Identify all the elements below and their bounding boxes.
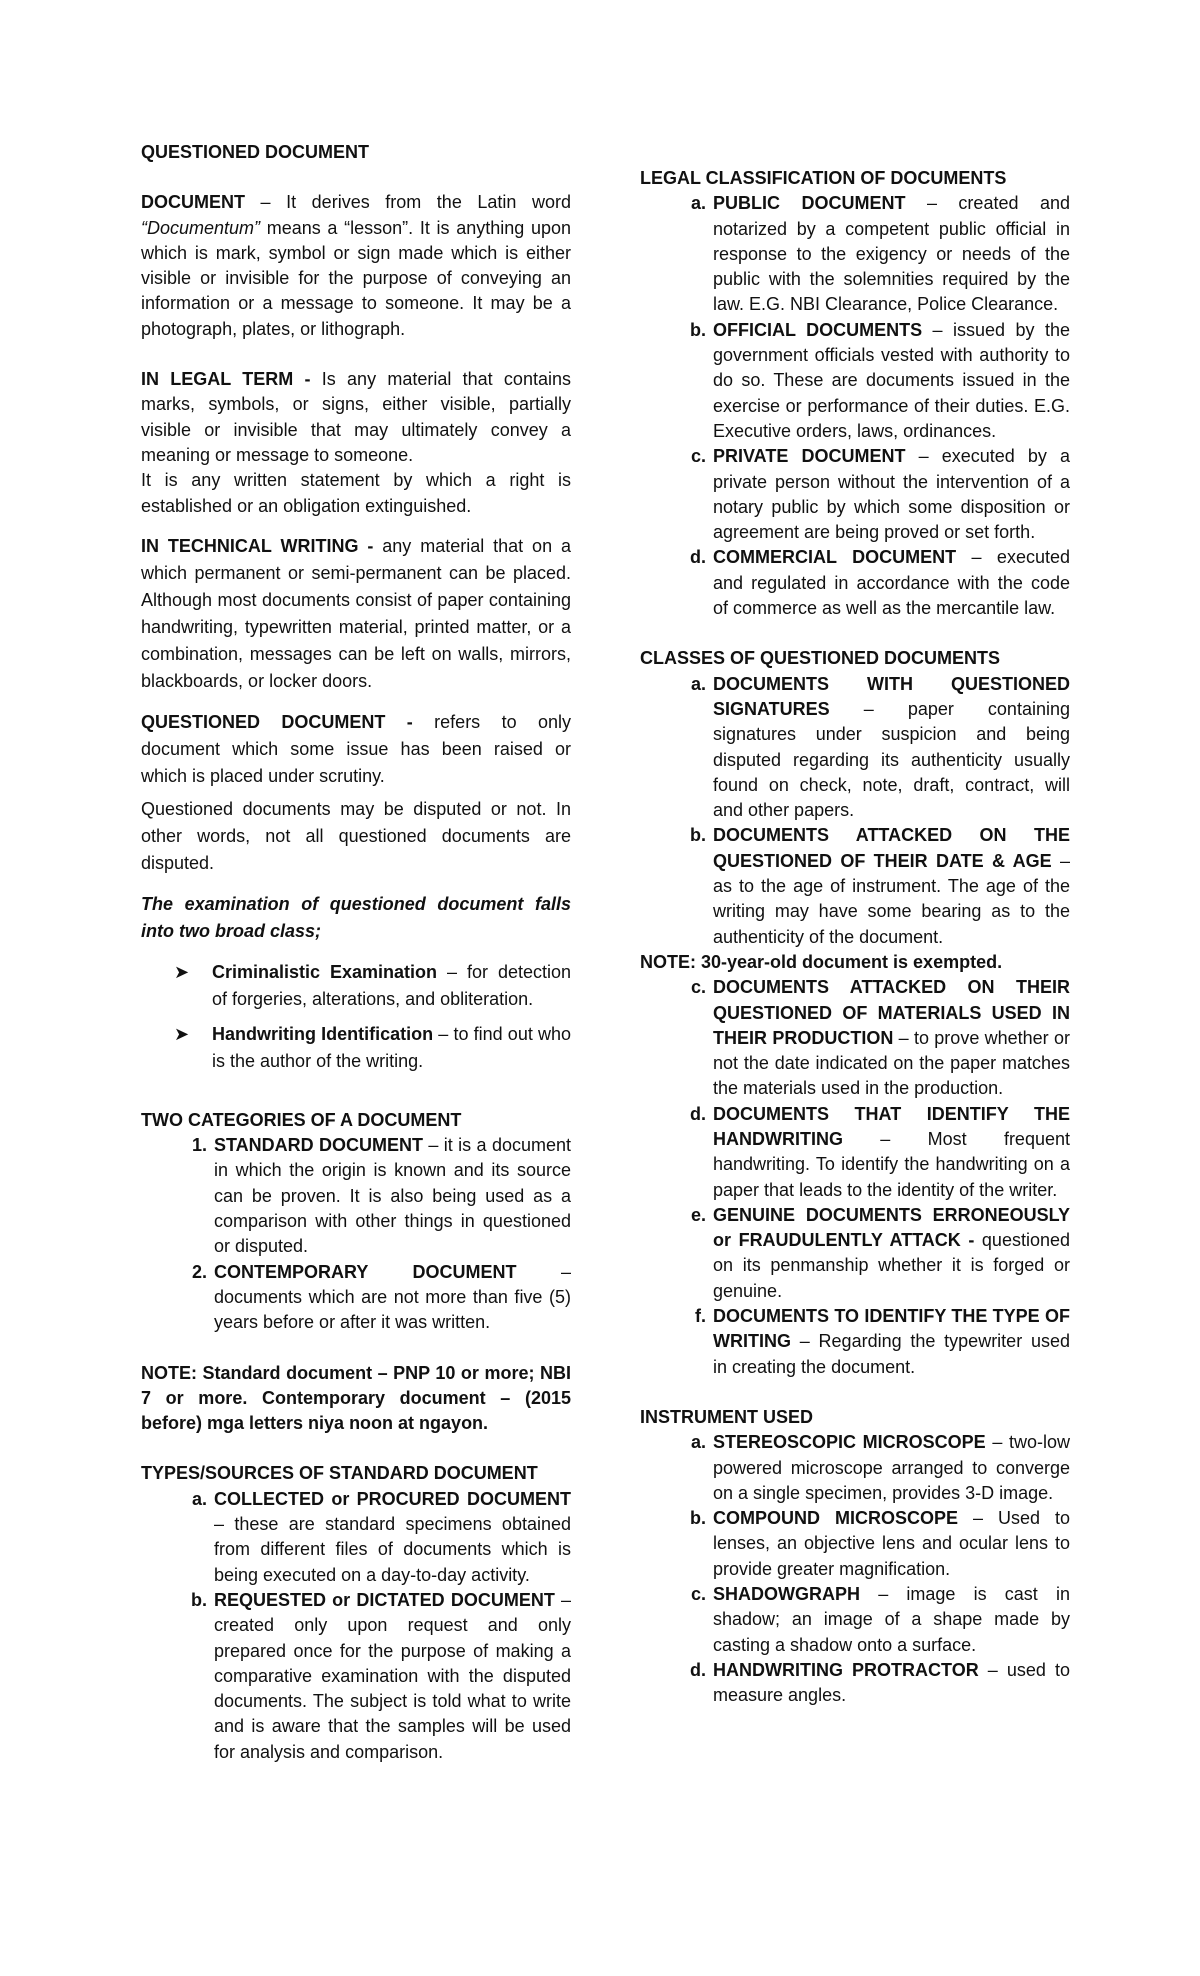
types-list (141, 1487, 571, 1765)
exam-list (141, 959, 571, 1075)
instrument-text: – two-low powered microscope arranged to converge on a single specimen, provides 3-D image. (713, 1432, 1070, 1503)
legal-item-text: – executed and regulated in accordance with the code of commerce as well as the mercantile law. (713, 547, 1070, 619)
left-column (141, 140, 571, 1765)
list-marker: c. (690, 446, 706, 467)
instrument-term: COMPOUND MICROSCOPE (713, 1508, 958, 1529)
class-item (640, 1304, 1070, 1380)
instrument-item (640, 1658, 1070, 1709)
technical-writing-definition (141, 533, 571, 695)
type-term: COLLECTED or PROCURED DOCUMENT (214, 1488, 571, 1509)
list-marker: d. (690, 1103, 706, 1124)
classes-list (640, 672, 1070, 950)
list-marker: c. (690, 1584, 706, 1605)
page-title: QUESTIONED DOCUMENT (141, 142, 370, 162)
instrument-text: – image is cast in shadow; an image of a shape made by casting a shadow onto a surface. (713, 1584, 1070, 1655)
class-item-term: DOCUMENTS WITH QUESTIONED SIGNATURES (713, 673, 1070, 719)
type-item (141, 1487, 571, 1588)
category-text: – it is a document in which the origin is known and its source can be proven. It is also being used as a comparison with other things in questioned or disputed. (214, 1135, 571, 1257)
instrument-term: SHADOWGRAPH (713, 1584, 860, 1605)
exam-item-term: Criminalistic Examination (212, 961, 438, 982)
class-item-term: DOCUMENTS THAT IDENTIFY THE HANDWRITING (713, 1103, 1070, 1149)
exam-item-text: – for detection of forgeries, alterations, and obliteration. (212, 961, 571, 1009)
type-term: REQUESTED or DICTATED DOCUMENT (214, 1589, 555, 1610)
instrument-heading: INSTRUMENT USED (640, 1406, 814, 1427)
legal-item-text: – created and notarized by a competent public official in response to the exigency or needs of the public with the solemnities required by the law. E.G. NBI Clearance, Police Clearance. (713, 193, 1070, 315)
list-marker: b. (690, 319, 706, 340)
list-marker: 1. (191, 1135, 207, 1156)
list-marker: a. (690, 193, 706, 214)
right-column (640, 166, 1070, 1709)
category-item (141, 1260, 571, 1336)
class-item-text: – as to the age of instrument. The age of the writing may have some bearing as to the authenticity of the document. (713, 850, 1070, 947)
legal-item (640, 318, 1070, 444)
exam-item (141, 1021, 571, 1075)
legal-item-term: PRIVATE DOCUMENT (713, 446, 906, 467)
technical-term: IN TECHNICAL WRITING - (141, 535, 383, 556)
categories-list (141, 1133, 571, 1335)
class-item-term: GENUINE DOCUMENTS ERRONEOUSLY or FRAUDULENTLY ATTACK - (713, 1204, 1070, 1251)
list-marker: b. (690, 825, 706, 846)
exam-item-text: – to find out who is the author of the writing. (212, 1023, 572, 1071)
legal-classification-list (640, 191, 1070, 621)
class-item (640, 975, 1070, 1101)
arrow-bullet-icon: ➤ (174, 1023, 190, 1044)
legal-term-definition (141, 367, 571, 468)
list-marker: b. (690, 1508, 706, 1529)
legal-item-term: PUBLIC DOCUMENT (713, 193, 906, 214)
categories-heading: TWO CATEGORIES OF A DOCUMENT (141, 1109, 462, 1130)
list-marker: d. (690, 547, 706, 568)
instrument-text: – used to measure angles. (713, 1659, 1071, 1706)
class-item-text: questioned on its penmanship whether it is forged or genuine. (713, 1230, 1070, 1301)
list-marker: a. (690, 1432, 706, 1453)
standard-note: NOTE: Standard document – PNP 10 or more; NBI 7 or more. Contemporary document – (2015 before) mga letters niya noon at ngayon. (141, 1362, 571, 1434)
class-item (640, 672, 1070, 824)
category-term: CONTEMPORARY DOCUMENT (214, 1261, 517, 1282)
exam-item-term: Handwriting Identification (212, 1023, 434, 1044)
class-item-text: – Most frequent handwriting. To identify the handwriting on a paper that leads to the identity of the writer. (713, 1128, 1070, 1200)
legal-item-text: – issued by the government officials vested with authority to do so. These are documents issued in the exercise or performance of their duties. E.G. Executive orders, laws, ordinances. (713, 319, 1070, 441)
legal-item (640, 444, 1070, 545)
type-text: – created only upon request and only prepared once for the purpose of making a comparative examination with the disputed documents. The subject is told what to write and is aware that the samples will be used for analysis and comparison. (214, 1589, 571, 1762)
class-item-text: – paper containing signatures under suspicion and being disputed regarding its authenticity usually found on check, note, draft, contract, will and other papers. (713, 698, 1070, 821)
list-marker: f. (695, 1306, 706, 1327)
instrument-text: – Used to lenses, an objective lens and ocular lens to provide greater magnification. (713, 1508, 1070, 1579)
class-item-text: – Regarding the typewriter used in creating the document. (713, 1331, 1070, 1377)
instrument-item (640, 1582, 1070, 1658)
exam-item (141, 959, 571, 1013)
legal-text: Is any material that contains marks, symbols, or signs, either visible, partially visible or invisible that may ultimately convey a meaning or message to someone. (141, 369, 571, 465)
arrow-bullet-icon: ➤ (174, 961, 190, 982)
legal-item-term: COMMERCIAL DOCUMENT (713, 547, 957, 568)
type-text: – these are standard specimens obtained from different files of documents which is being executed on a day-to-day activity. (214, 1514, 571, 1585)
document-text: means a “lesson”. It is anything upon which is mark, symbol or sign made which is either visible or invisible for the purpose of conveying an information or a message to someone. It may be a photograph, plates, or lithograph. (141, 217, 571, 339)
legal-item-term: OFFICIAL DOCUMENTS (713, 319, 923, 340)
classes-heading: CLASSES OF QUESTIONED DOCUMENTS (640, 648, 1001, 669)
legal-item-text: – executed by a private person without the intervention of a notary public by which some disposition or agreement are being proved or set forth. (713, 446, 1070, 543)
category-item (141, 1133, 571, 1259)
type-item (141, 1588, 571, 1765)
document-latin: “Documentum” (141, 217, 261, 238)
classes-note: NOTE: 30-year-old document is exempted. (640, 951, 1003, 972)
category-term: STANDARD DOCUMENT (214, 1135, 424, 1156)
classes-list-continued (640, 975, 1070, 1380)
list-marker: 2. (191, 1261, 207, 1282)
category-text: – documents which are not more than five (5) years before or after it was written. (214, 1261, 571, 1333)
list-marker: e. (690, 1204, 706, 1225)
instrument-item (640, 1506, 1070, 1582)
document-dash: – It derives from the Latin word (245, 192, 571, 213)
class-item (640, 1102, 1070, 1203)
questioned-document-definition (141, 709, 571, 790)
legal-item (640, 191, 1070, 317)
class-item (640, 823, 1070, 949)
class-item-text: – to prove whether or not the date indicated on the paper matches the materials used in the production. (713, 1027, 1070, 1099)
document-term: DOCUMENT (141, 192, 245, 213)
instrument-term: STEREOSCOPIC MICROSCOPE (713, 1432, 986, 1453)
questioned-document-definition-2: Questioned documents may be disputed or not. In other words, not all questioned documents are disputed. (141, 798, 571, 873)
qd-text: refers to only document which some issue has been raised or which is placed under scrutiny. (141, 711, 571, 786)
list-marker: a. (690, 673, 706, 694)
list-marker: c. (690, 977, 706, 998)
legal-term-definition-2: It is any written statement by which a right is established or an obligation extinguished. (141, 470, 571, 516)
list-marker: b. (191, 1589, 207, 1610)
list-marker: d. (690, 1659, 706, 1680)
class-item-term: DOCUMENTS ATTACKED ON THEIR QUESTIONED OF MATERIALS USED IN THEIR PRODUCTION (713, 977, 1070, 1048)
class-item-term: DOCUMENTS ATTACKED ON THE QUESTIONED OF THEIR DATE & AGE (713, 825, 1070, 871)
types-heading: TYPES/SOURCES OF STANDARD DOCUMENT (141, 1463, 538, 1484)
instrument-list (640, 1430, 1070, 1708)
qd-term: QUESTIONED DOCUMENT - (141, 711, 435, 732)
exam-intro: The examination of questioned document falls into two broad class; (141, 893, 571, 941)
class-item (640, 1203, 1070, 1304)
legal-item (640, 545, 1070, 621)
class-item-term: DOCUMENTS TO IDENTIFY THE TYPE OF WRITING (713, 1306, 1070, 1352)
instrument-term: HANDWRITING PROTRACTOR (713, 1659, 979, 1680)
technical-text: any material that on a which permanent or semi-permanent can be placed. Although most documents consist of paper containing handwriting, typewritten material, printed matter, or a combination, messages can be left on walls, mirrors, blackboards, or locker doors. (141, 535, 571, 691)
legal-term: IN LEGAL TERM - (141, 369, 322, 390)
document-definition (141, 190, 571, 342)
legal-classification-heading: LEGAL CLASSIFICATION OF DOCUMENTS (640, 168, 1007, 188)
instrument-item (640, 1430, 1070, 1506)
list-marker: a. (191, 1488, 207, 1509)
